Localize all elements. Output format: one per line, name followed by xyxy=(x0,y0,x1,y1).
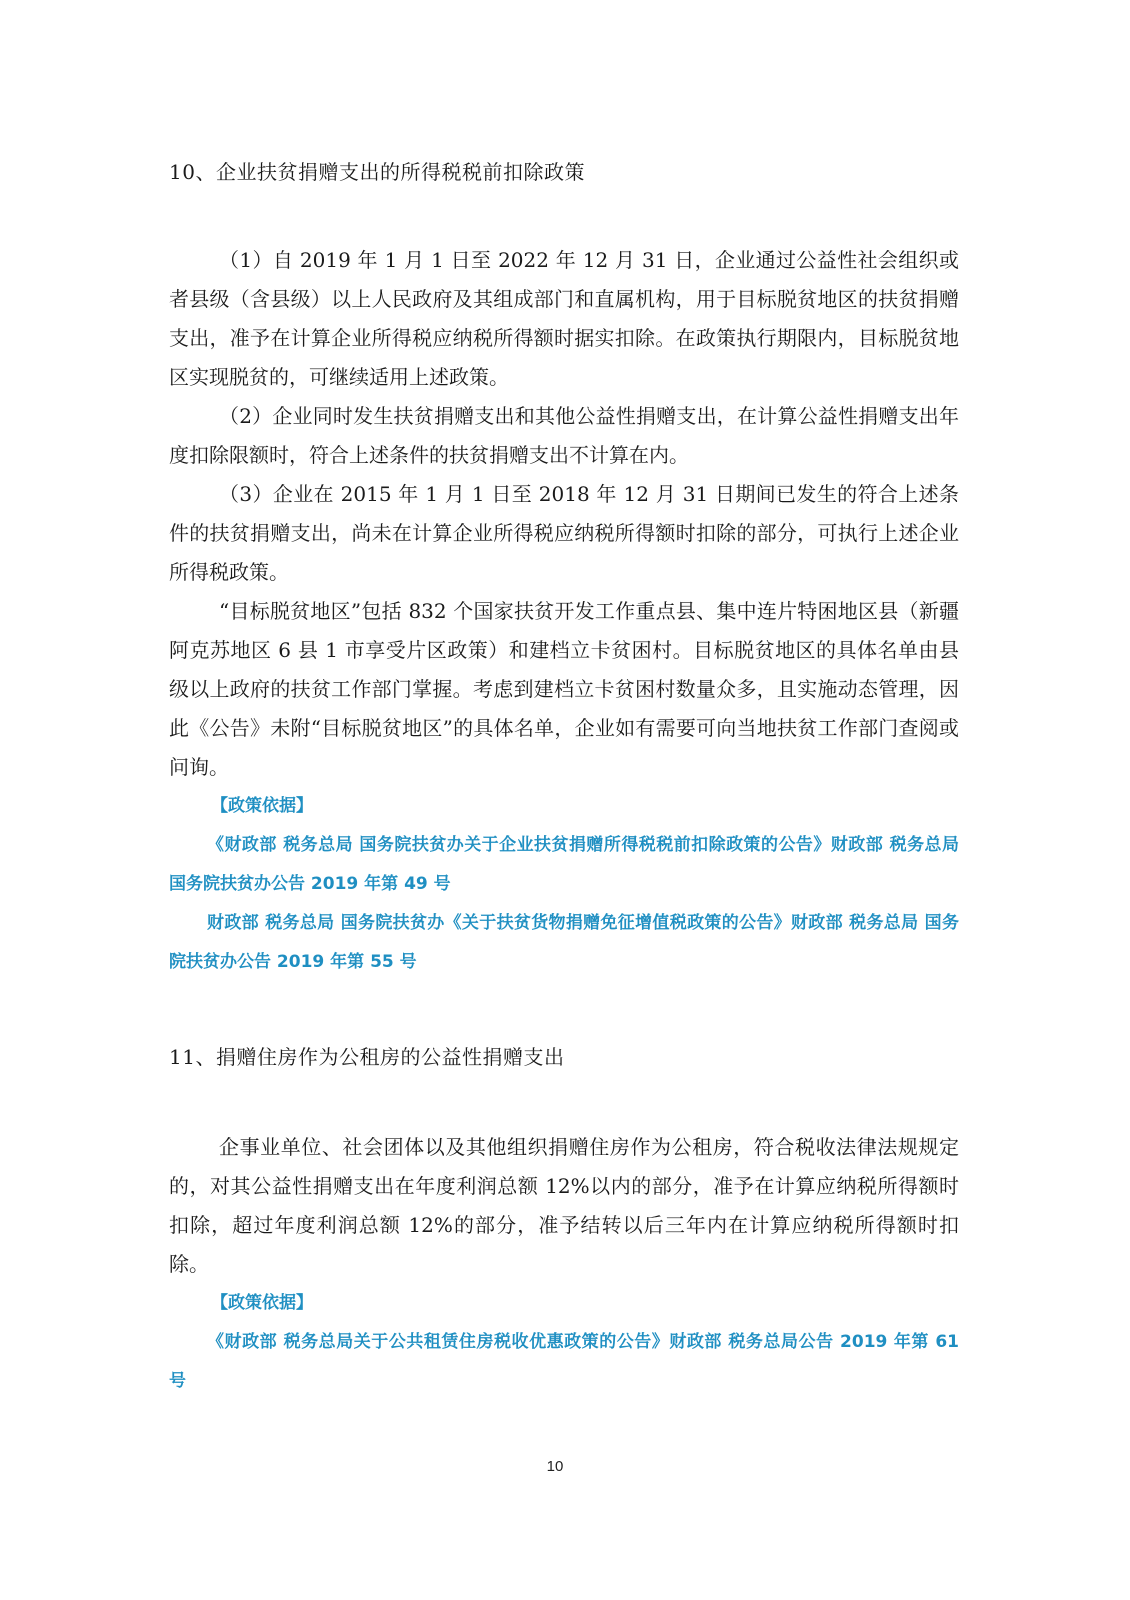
section-10-policy-basis-1: 《财政部 税务总局 国务院扶贫办关于企业扶贫捐赠所得税税前扣除政策的公告》财政部 税务总局 国务院扶贫办公告 2019 年第 49 号 xyxy=(169,835,959,894)
section-10-body xyxy=(169,241,959,982)
section-10-policy-basis-label: 【政策依据】 xyxy=(211,796,313,816)
section-10-paragraph-4: “目标脱贫地区”包括 832 个国家扶贫开发工作重点县、集中连片特困地区县（新疆阿克苏地区 6 县 1 市享受片区政策）和建档立卡贫困村。目标脱贫地区的具体名单由县级以上政府的扶贫工作部门掌握。考虑到建档立卡贫困村数量众多，且实施动态管理，因此《公告》未附“目标脱贫地区”的具体名单，企业如有需要可向当地扶贫工作部门查阅或问询。 xyxy=(169,599,959,779)
section-10-paragraph-2: （2）企业同时发生扶贫捐赠支出和其他公益性捐赠支出，在计算公益性捐赠支出年度扣除限额时，符合上述条件的扶贫捐赠支出不计算在内。 xyxy=(169,404,959,467)
section-11-heading: 11、捐赠住房作为公租房的公益性捐赠支出 xyxy=(169,1045,565,1069)
section-11-policy-basis-label: 【政策依据】 xyxy=(211,1293,313,1313)
page-number: 10 xyxy=(546,1458,564,1475)
section-10-paragraph-1: （1）自 2019 年 1 月 1 日至 2022 年 12 月 31 日，企业通过公益性社会组织或者县级（含县级）以上人民政府及其组成部门和直属机构，用于目标脱贫地区的扶贫捐赠支出，准予在计算企业所得税应纳税所得额时据实扣除。在政策执行期限内，目标脱贫地区实现脱贫的，可继续适用上述政策。 xyxy=(169,248,959,389)
section-11-policy-basis-1: 《财政部 税务总局关于公共租赁住房税收优惠政策的公告》财政部 税务总局公告 2019 年第 61 号 xyxy=(169,1332,959,1391)
section-10-heading: 10、企业扶贫捐赠支出的所得税税前扣除政策 xyxy=(169,160,585,184)
section-11-paragraph-1: 企事业单位、社会团体以及其他组织捐赠住房作为公租房，符合税收法律法规规定的，对其公益性捐赠支出在年度利润总额 12%以内的部分，准予在计算应纳税所得额时扣除，超过年度利润总额 12%的部分，准予结转以后三年内在计算应纳税所得额时扣除。 xyxy=(169,1135,959,1276)
section-11-body xyxy=(169,1128,959,1401)
section-10-policy-basis-2: 财政部 税务总局 国务院扶贫办《关于扶贫货物捐赠免征增值税政策的公告》财政部 税务总局 国务院扶贫办公告 2019 年第 55 号 xyxy=(169,913,959,972)
section-10-paragraph-3: （3）企业在 2015 年 1 月 1 日至 2018 年 12 月 31 日期间已发生的符合上述条件的扶贫捐赠支出，尚未在计算企业所得税应纳税所得额时扣除的部分，可执行上述企业所得税政策。 xyxy=(169,482,959,584)
